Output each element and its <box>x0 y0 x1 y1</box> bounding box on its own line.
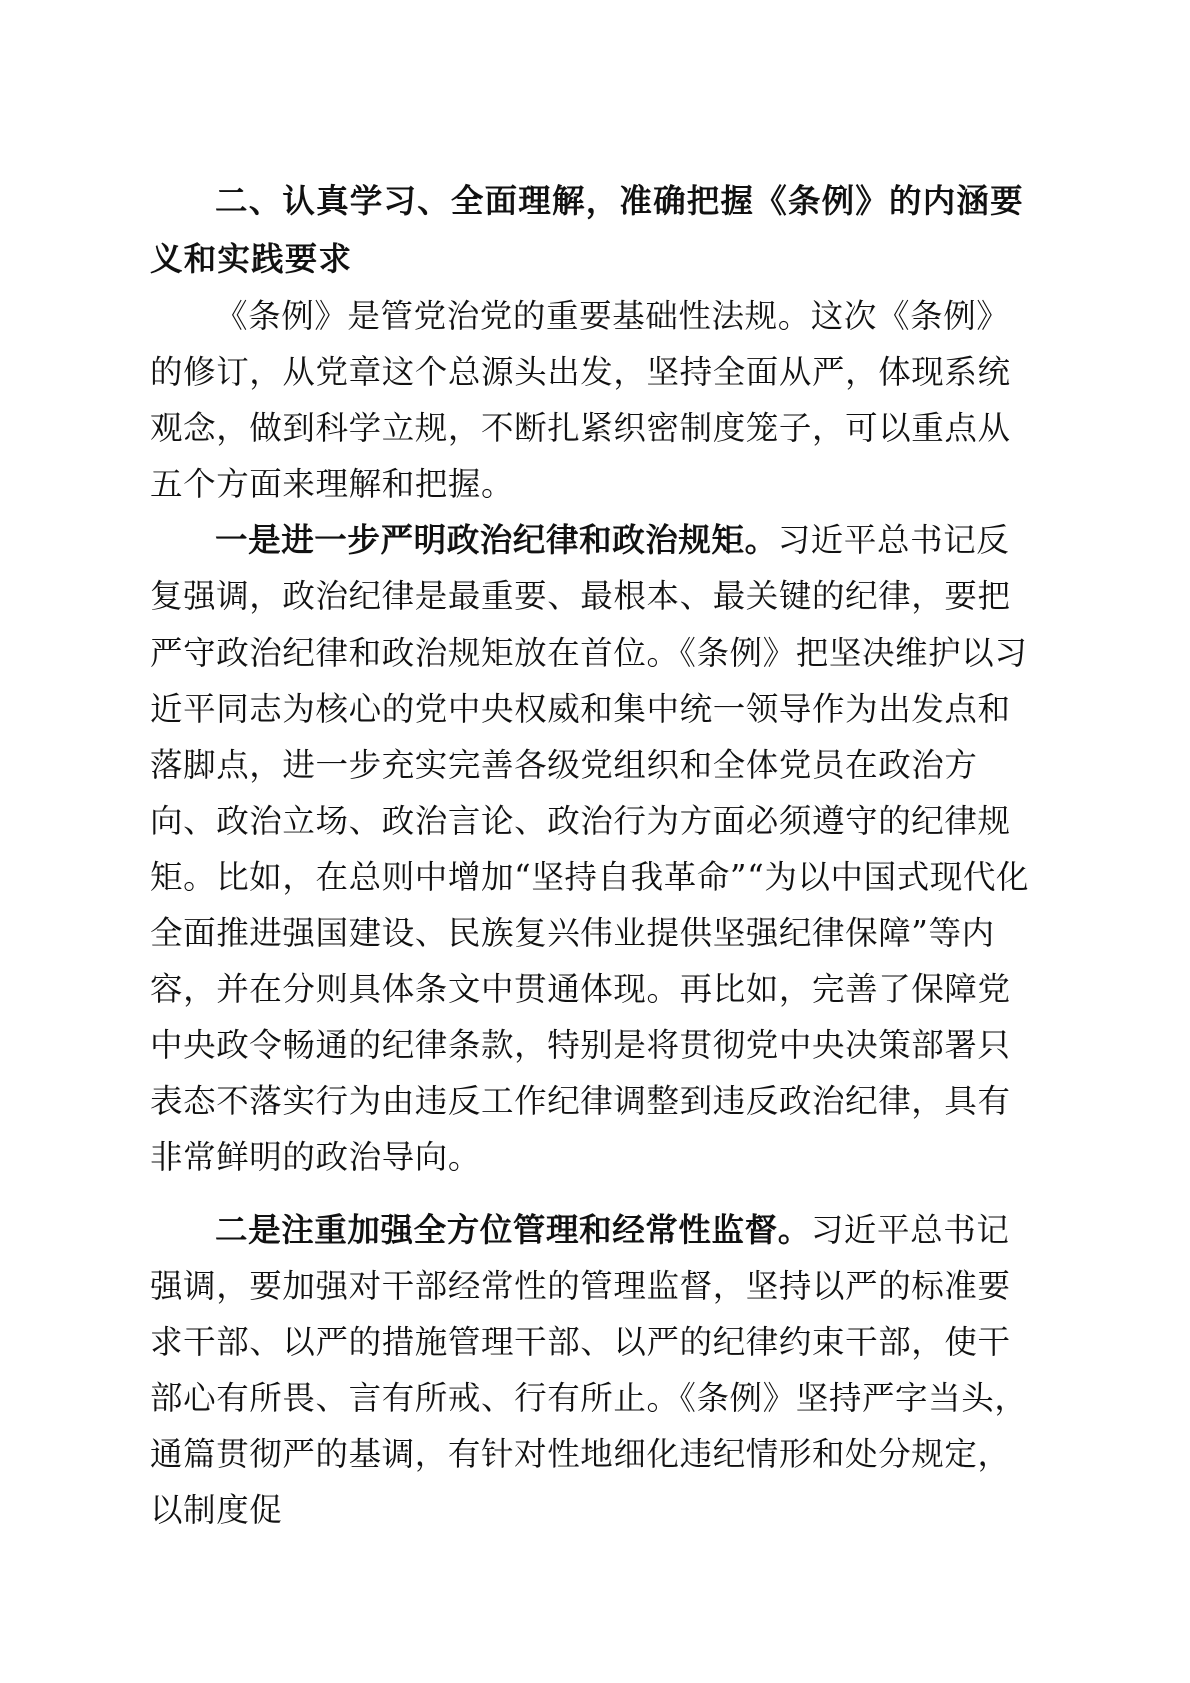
point-1-body: 习近平总书记反复强调，政治纪律是最重要、最根本、最关键的纪律，要把严守政治纪律和政治规矩放在首位。《条例》把坚决维护以习近平同志为核心的党中央权威和集中统一领导作为出发点和落脚点，进一步充实完善各级党组织和全体党员在政治方向、政治立场、政治言论、政治行为方面必须遵守的纪律规矩。比如，在总则中增加“坚持自我革命”“为以中国式现代化全面推进强国建设、民族复兴伟业提供坚强纪律保障”等内容，并在分则具体条文中贯通体现。再比如，完善了保障党中央政令畅通的纪律条款，特别是将贯彻党中央决策部署只表态不落实行为由违反工作纪律调整到违反政治纪律，具有非常鲜明的政治导向。 <box>150 521 1030 1177</box>
point-2-body: 习近平总书记强调，要加强对干部经常性的管理监督，坚持以严的标准要求干部、以严的措施管理干部、以严的纪律约束干部，使干部心有所畏、言有所戒、行有所止。《条例》坚持严字当头，通篇贯彻严的基调，有针对性地细化违纪情形和处分规定，以制度促 <box>150 1210 1028 1529</box>
point-2-paragraph <box>150 1202 1040 1539</box>
intro-paragraph: 《条例》是管党治党的重要基础性法规。这次《条例》的修订，从党章这个总源头出发，坚持全面从严，体现系统观念，做到科学立规，不断扎紧织密制度笼子，可以重点从五个方面来理解和把握。 <box>150 297 1011 504</box>
point-1-lead: 一是进一步严明政治纪律和政治规矩。 <box>215 520 778 560</box>
document-body <box>150 172 1040 1538</box>
point-2-lead: 二是注重加强全方位管理和经常性监督。 <box>215 1209 811 1249</box>
point-1-paragraph <box>150 512 1040 1185</box>
paragraph-gap <box>150 1186 1040 1202</box>
section-heading: 二、认真学习、全面理解，准确把握《条例》的内涵要义和实践要求 <box>150 182 1024 278</box>
